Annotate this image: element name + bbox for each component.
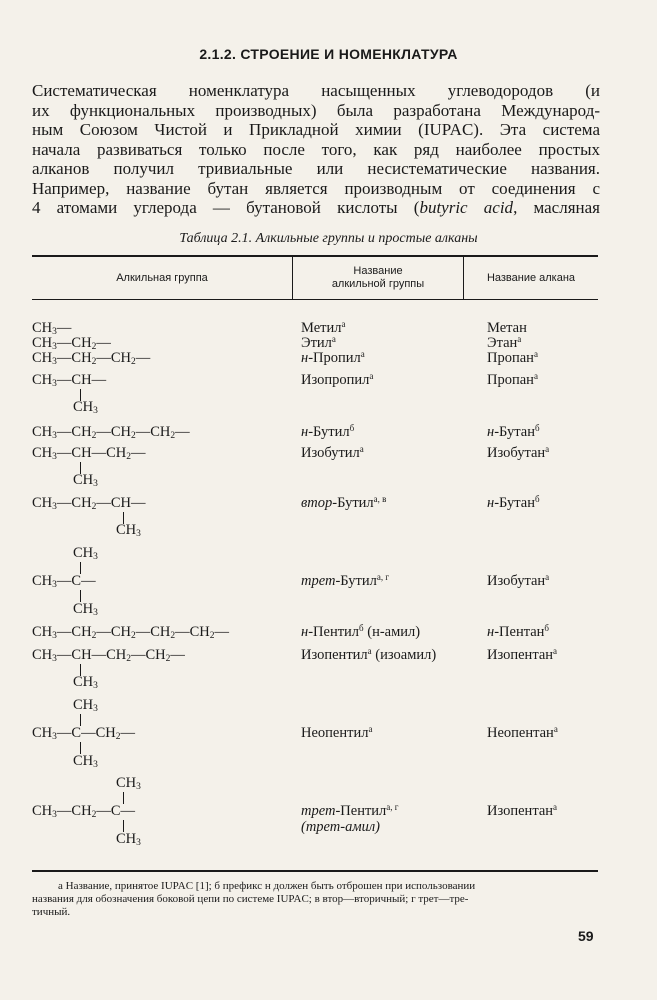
formula-branch: $CH_3$: [73, 545, 98, 562]
formula-n-propyl: $CH_3—CH_2—CH_2—$: [32, 350, 151, 367]
alkane-name: Пропан$^а$: [487, 349, 538, 366]
group-name: Неопентил$^а$: [301, 724, 373, 741]
formula-isobutyl: $CH_3—CH—CH_2—$: [32, 445, 146, 462]
group-name: н-Бутил$^б$: [301, 423, 355, 440]
formula-branch: $CH_3$: [73, 753, 98, 770]
paragraph-line: начала развиваться только после того, как ряд наиболее простых: [32, 139, 600, 159]
alkane-name: Изопентан$^а$: [487, 646, 558, 663]
group-name: Изобутил$^а$: [301, 444, 364, 461]
formula-branch: $CH_3$: [116, 831, 141, 848]
alkane-name: Этан$^а$: [487, 334, 522, 351]
formula-isopentyl: $CH_3—CH—CH_2—CH_2—$: [32, 647, 185, 664]
alkane-name: Изобутан$^а$: [487, 572, 550, 589]
alkane-name: Пропан$^а$: [487, 371, 538, 388]
formula-tert-butyl: $CH_3—C—$: [32, 573, 96, 590]
alkane-name: Изопентан$^а$: [487, 802, 558, 819]
footnote-line: а Название, принятое IUPAC [1]; б префикс н должен быть отброшен при использовании: [58, 880, 476, 892]
formula-branch: $CH_3$: [73, 472, 98, 489]
alkane-name: Неопентан$^а$: [487, 724, 558, 741]
formula-methyl: $CH_3—$: [32, 320, 72, 337]
paragraph-italic: butyric acid: [419, 198, 514, 217]
formula-branch: $CH_3$: [116, 775, 141, 792]
footnote: [32, 880, 598, 919]
table-top-rule: [32, 255, 598, 257]
alkane-name: Метан: [487, 320, 527, 336]
formula-branch: $CH_3$: [73, 601, 98, 618]
header-group-name-line1: Название: [353, 265, 403, 277]
formula-sec-butyl: $CH_3—CH_2—CH—$: [32, 495, 146, 512]
formula-branch: $CH_3$: [73, 697, 98, 714]
paragraph-line: ным Союзом Чистой и Прикладной химии (IUPAC). Эта система: [32, 120, 600, 139]
alkane-name: н-Бутан$^б$: [487, 423, 540, 440]
group-name: Метил$^а$: [301, 319, 346, 336]
header-alkane-name: Название алкана: [486, 272, 576, 284]
header-group-name-line2: алкильной группы: [331, 278, 425, 290]
formula-branch: $CH_3$: [116, 522, 141, 539]
alkane-name: н-Бутан$^б$: [487, 494, 540, 511]
paragraph-line: Систематическая номенклатура насыщенных углеводородов (и: [32, 81, 600, 100]
alkane-name: н-Пентан$^б$: [487, 623, 550, 640]
group-name: трет-Бутил$^{а, г}$: [301, 572, 390, 589]
paragraph-line-last: [32, 198, 600, 218]
table-caption: Таблица 2.1. Алкильные группы и простые алканы: [179, 231, 478, 246]
paragraph-text: , масляная: [513, 198, 600, 217]
table-bottom-rule: [32, 870, 598, 872]
formula-branch: $CH_3$: [73, 399, 98, 416]
formula-n-butyl: $CH_3—CH_2—CH_2—CH_2—$: [32, 424, 190, 441]
group-name: н-Пентил$^б$ (н-амил): [301, 623, 421, 640]
footnote-line: тичный.: [32, 906, 71, 918]
header-group-name: [293, 265, 463, 291]
alkane-name: Изобутан$^а$: [487, 444, 550, 461]
page-number: 59: [578, 928, 594, 944]
group-name: н-Пропил$^а$: [301, 349, 365, 366]
section-heading: 2.1.2. СТРОЕНИЕ И НОМЕНКЛАТУРА: [199, 46, 458, 62]
group-name: Изопропил$^а$: [301, 371, 374, 388]
header-alkyl-group: Алкильная группа: [116, 272, 208, 284]
group-name: трет-Пентил$^{а, г}$: [301, 802, 399, 819]
formula-tert-pentyl: $CH_3—CH_2—C—$: [32, 803, 135, 820]
paragraph-line: Например, название бутан является производным от соединения с: [32, 178, 600, 198]
group-name: втор-Бутил$^{а, в}$: [301, 494, 387, 511]
group-name: Этил$^а$: [301, 334, 336, 351]
formula-isopropyl: $CH_3—CH—$: [32, 372, 107, 389]
paragraph-line: их функциональных производных) была разработана Международ-: [32, 100, 600, 120]
formula-ethyl: $CH_3—CH_2—$: [32, 335, 111, 352]
table-header-rule: [32, 299, 598, 300]
formula-n-pentyl: $CH_3—CH_2—CH_2—CH_2—CH_2—$: [32, 624, 230, 641]
formula-neopentyl: $CH_3—C—CH_2—$: [32, 725, 135, 742]
paragraph-line: алканов получил тривиальные или несистематические названия.: [32, 159, 600, 178]
intro-paragraph: [32, 81, 600, 218]
group-name: Изопентил$^а$ (изоамил): [301, 646, 437, 663]
group-name-line2: (трет-амил): [301, 819, 380, 835]
footnote-line: названия для обозначения боковой цепи по системе IUPAC; в втор—вторичный; г трет—тре-: [32, 893, 469, 905]
paragraph-text: 4 атомами углерода — бутановой кислоты (: [32, 198, 420, 217]
formula-branch: $CH_3$: [73, 674, 98, 691]
